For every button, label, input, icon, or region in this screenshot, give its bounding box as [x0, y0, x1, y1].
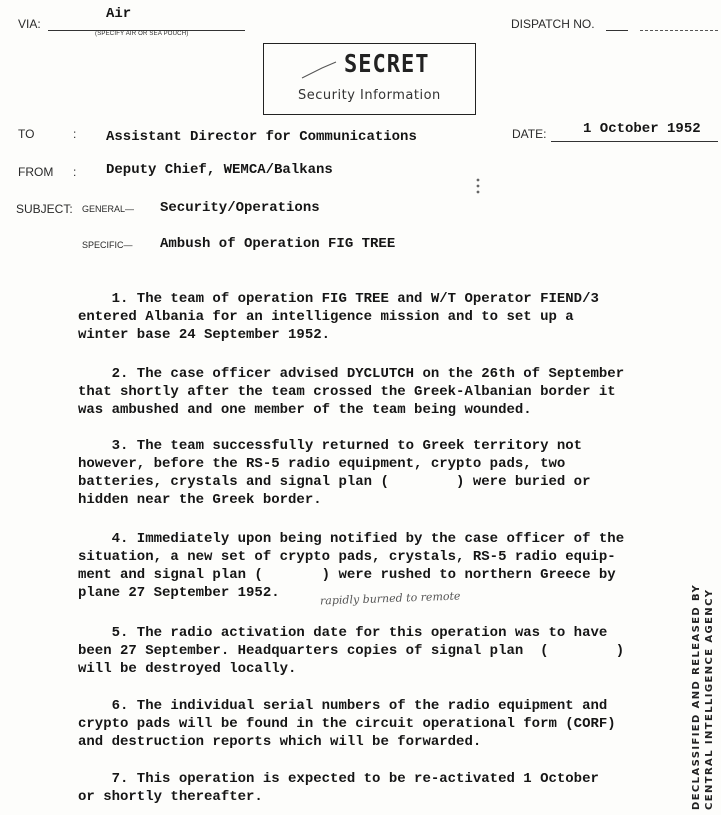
paragraph-line: 3. The team successfully returned to Greek territory not	[78, 438, 583, 454]
paragraph-4	[78, 530, 678, 602]
paragraph-line: was ambushed and one member of the team being wounded.	[78, 402, 532, 418]
specific-value: Ambush of Operation FIG TREE	[160, 236, 396, 252]
paragraph-line: been 27 September. Headquarters copies of signal plan ( )	[78, 643, 625, 659]
paragraph-line: 5. The radio activation date for this operation was to have	[78, 625, 608, 641]
paragraph-line: 1. The team of operation FIG TREE and W/T Operator FIEND/3	[78, 291, 599, 307]
declassified-line-1: DECLASSIFIED AND RELEASED BY	[691, 583, 702, 810]
paragraph-6	[78, 697, 678, 751]
to-colon: :	[73, 127, 77, 141]
paragraph-line: however, before the RS-5 radio equipment, crypto pads, two	[78, 456, 566, 472]
declassified-line-2: CENTRAL INTELLIGENCE AGENCY	[704, 588, 715, 810]
stamp-pen-mark	[300, 60, 340, 80]
paragraph-7	[78, 770, 678, 806]
paragraph-line: that shortly after the team crossed the Greek-Albanian border it	[78, 384, 616, 400]
general-label: GENERAL—	[82, 204, 135, 214]
to-value: Assistant Director for Communications	[106, 129, 417, 145]
paragraph-line: will be destroyed locally.	[78, 661, 297, 677]
paragraph-line: 7. This operation is expected to be re-activated 1 October	[78, 771, 599, 787]
paragraph-line: or shortly thereafter.	[78, 789, 263, 805]
from-value: Deputy Chief, WEMCA/Balkans	[106, 162, 333, 178]
via-label: VIA:	[18, 17, 41, 31]
paragraph-line: ment and signal plan ( ) were rushed to northern Greece by	[78, 567, 616, 583]
dispatch-underline-a	[606, 30, 628, 31]
from-label: FROM	[18, 165, 54, 179]
dispatch-label: DISPATCH NO.	[511, 17, 595, 31]
paragraph-line: hidden near the Greek border.	[78, 492, 322, 508]
date-value: 1 October 1952	[583, 121, 701, 137]
paragraph-line: entered Albania for an intelligence mission and to set up a	[78, 309, 574, 325]
paragraph-line: situation, a new set of crypto pads, crystals, RS-5 radio equip-	[78, 549, 616, 565]
punch-mark	[474, 176, 482, 196]
general-value: Security/Operations	[160, 200, 320, 216]
paragraph-line: crypto pads will be found in the circuit operational form (CORF)	[78, 716, 616, 732]
paragraph-5	[78, 624, 678, 678]
handwritten-note: rapidly burned to remote	[319, 589, 461, 608]
dispatch-underline-b	[640, 30, 718, 31]
stamp-secret: SECRET	[344, 50, 430, 79]
via-value: Air	[106, 6, 132, 22]
paragraph-line: plane 27 September 1952.	[78, 585, 280, 601]
specific-label: SPECIFIC—	[82, 240, 133, 250]
paragraph-1	[78, 290, 678, 344]
declassified-stamp	[690, 520, 718, 810]
paragraph-line: batteries, crystals and signal plan ( ) were buried or	[78, 474, 591, 490]
paragraph-2	[78, 365, 678, 419]
subject-label: SUBJECT:	[16, 202, 73, 216]
classification-stamp	[263, 43, 476, 115]
paragraph-3	[78, 437, 678, 509]
stamp-security-information: Security Information	[298, 88, 441, 103]
date-label: DATE:	[512, 127, 547, 141]
paragraph-line: 4. Immediately upon being notified by the case officer of the	[78, 531, 625, 547]
paragraph-line: 6. The individual serial numbers of the radio equipment and	[78, 698, 608, 714]
via-hint: (SPECIFY AIR OR SEA POUCH)	[95, 31, 189, 37]
to-label: TO	[18, 127, 35, 141]
paragraph-line: winter base 24 September 1952.	[78, 327, 331, 343]
date-underline	[551, 141, 718, 142]
paragraph-line: 2. The case officer advised DYCLUTCH on the 26th of September	[78, 366, 625, 382]
paragraph-line: and destruction reports which will be forwarded.	[78, 734, 482, 750]
from-colon: :	[73, 165, 77, 179]
